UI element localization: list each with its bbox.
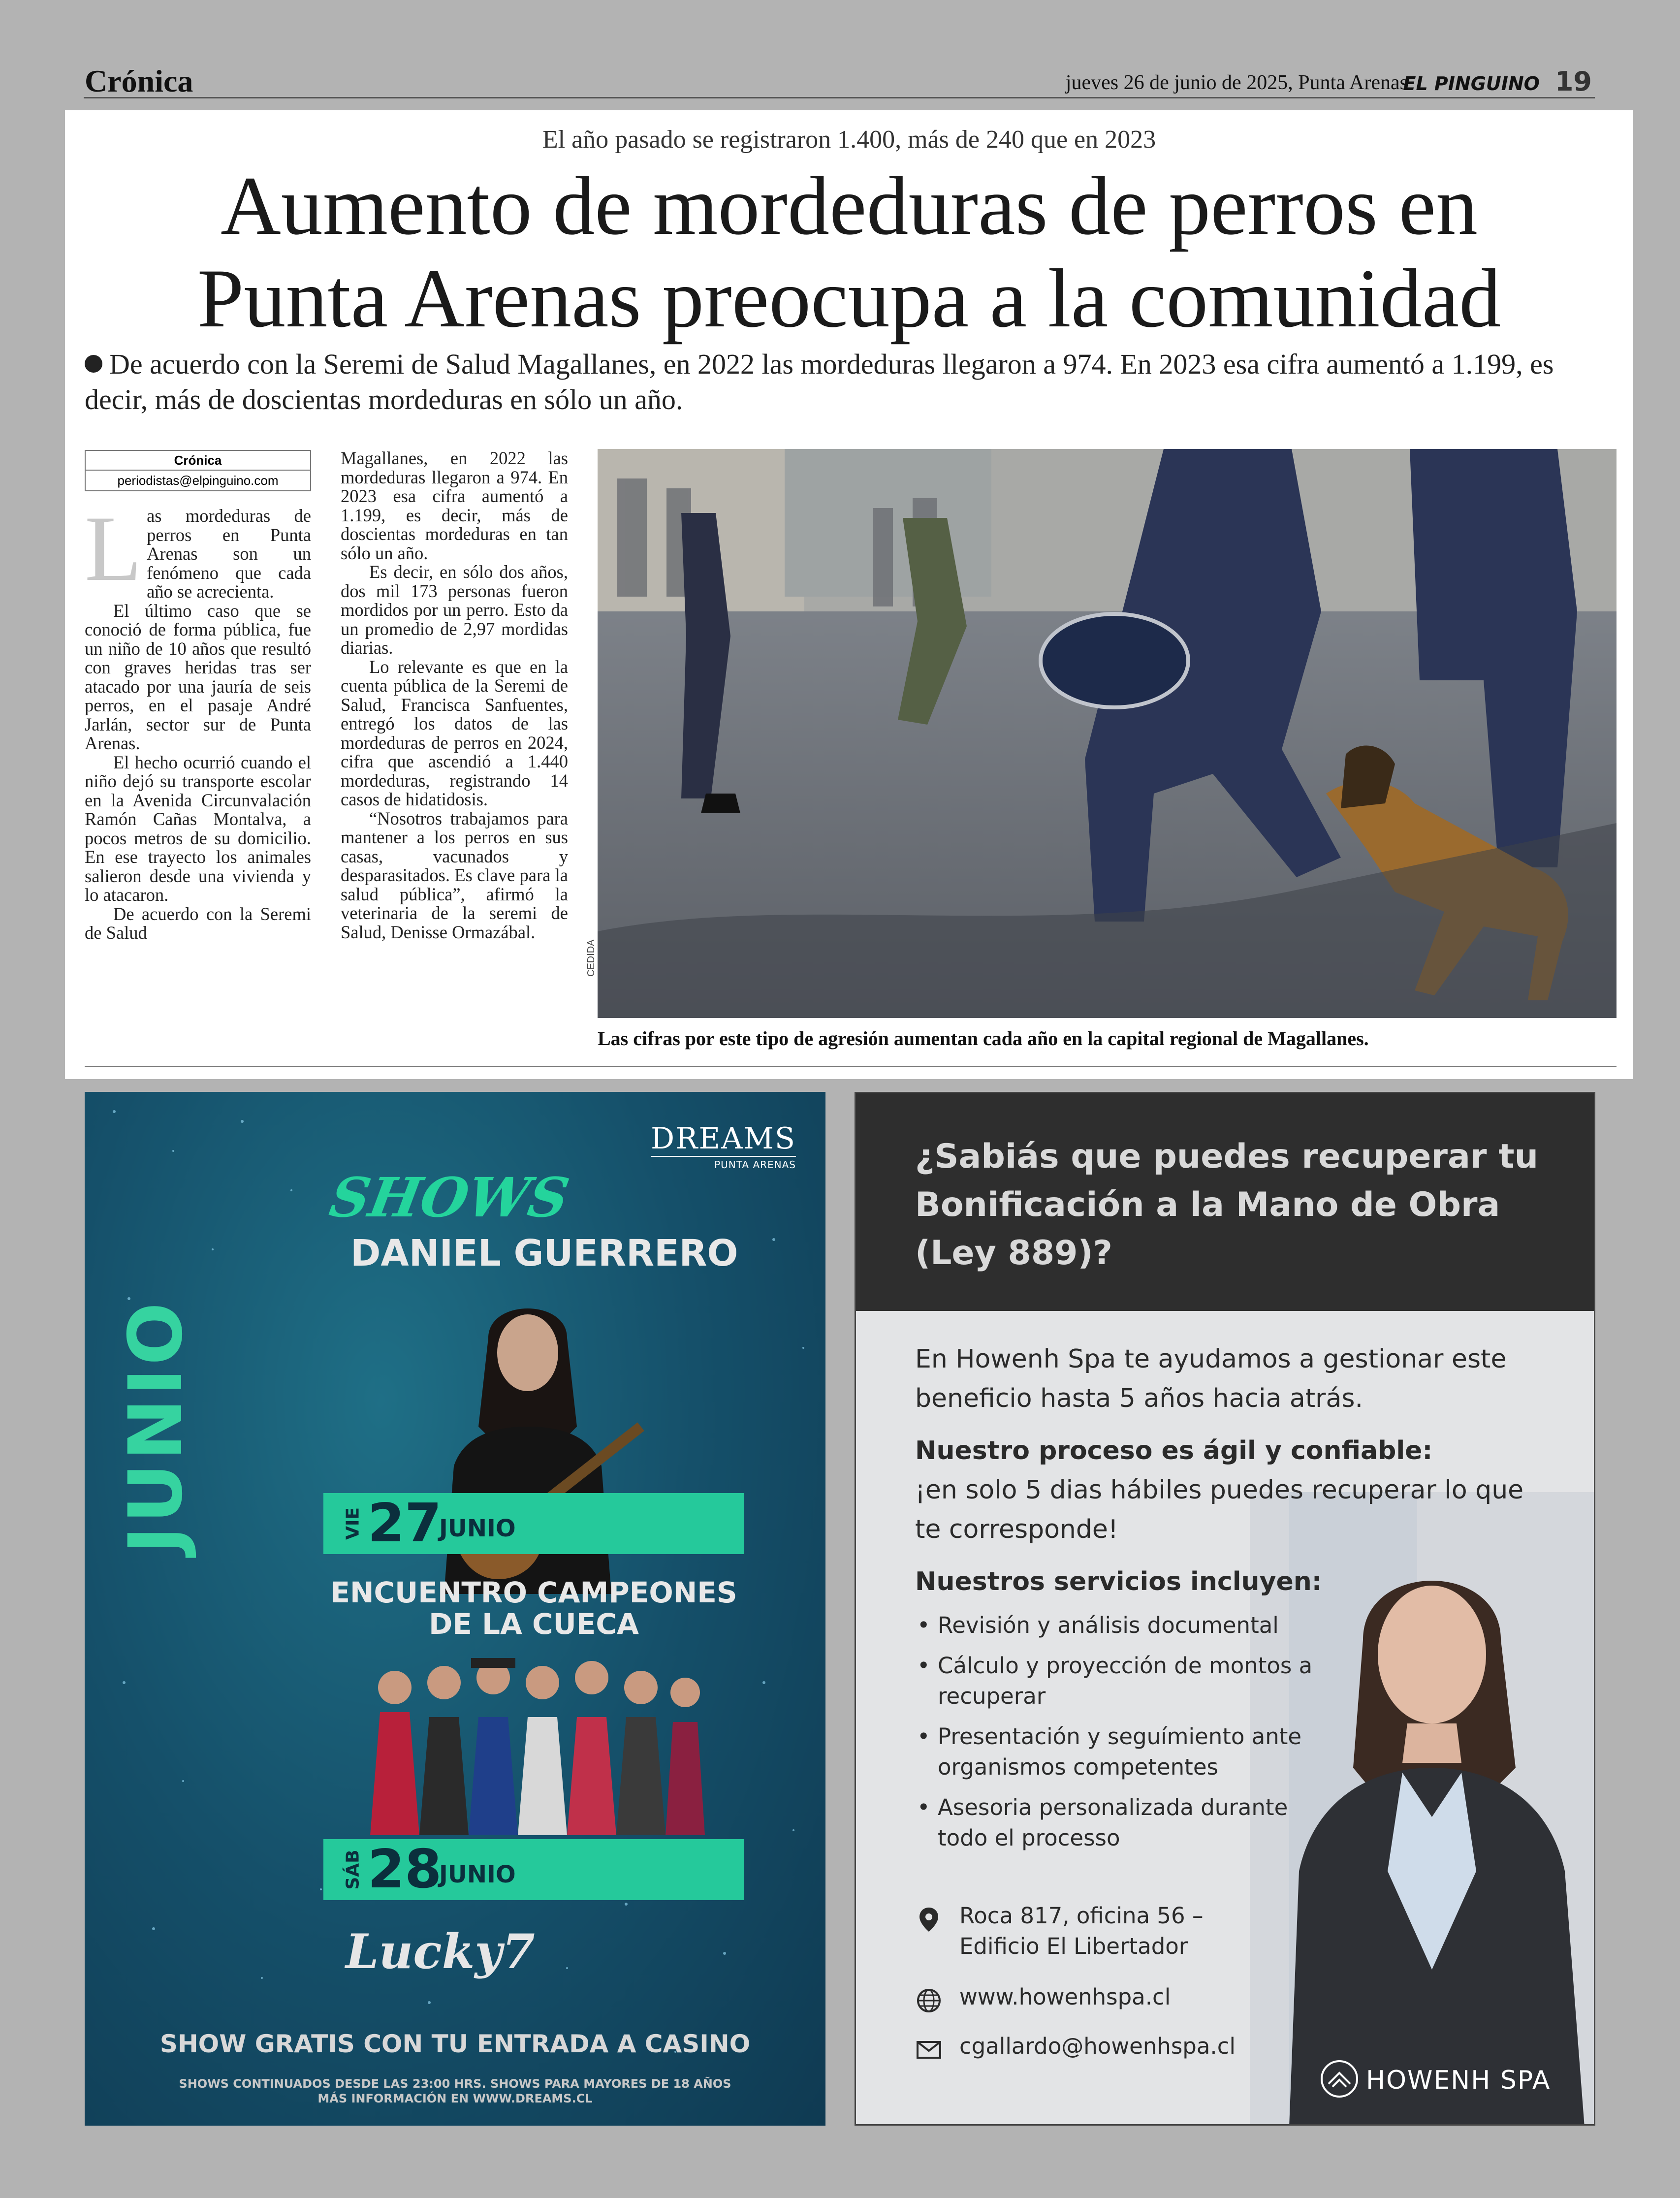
paragraph xyxy=(85,497,311,602)
article-kicker: El año pasado se registraron 1.400, más de 240 que en 2023 xyxy=(542,126,1156,154)
date-line: jueves 26 de junio de 2025, Punta Arenas xyxy=(1065,71,1408,94)
dreams-logo-sub: PUNTA ARENAS xyxy=(651,1156,796,1171)
publication-name: EL PINGUINO xyxy=(1403,73,1540,95)
drop-cap: L xyxy=(85,497,142,601)
free-show-text: SHOW GRATIS CON TU ENTRADA A CASINO xyxy=(159,2030,751,2058)
event-title-line-1: ENCUENTRO CAMPEONES xyxy=(330,1576,737,1609)
article-photo xyxy=(598,449,1617,1018)
page-number: 19 xyxy=(1554,66,1592,97)
list-item: • Cálculo y proyección de montos a recuperar xyxy=(915,1651,1324,1712)
event-title-line-2: DE LA CUECA xyxy=(429,1607,639,1641)
contact-website[interactable] xyxy=(915,1982,1260,2016)
globe-icon xyxy=(915,1987,943,2014)
paragraph: El último caso que se conoció de forma pública, fue un niño de 10 años que resultó con graves heridas tras ser atacado por una jauría de seis perros, en el pasaje André Jarlán, sector sur de Punta Arenas. xyxy=(85,600,311,753)
list-item: • Asesoria personalizada durante todo el processo xyxy=(915,1792,1324,1853)
location-pin-icon xyxy=(915,1906,943,1933)
howenh-logo xyxy=(1319,2058,1551,2100)
paragraph: De acuerdo con la Seremi de Salud xyxy=(85,903,311,943)
howenh-mark-icon xyxy=(1319,2058,1360,2100)
paragraph: Magallanes, en 2022 las mordeduras llegaron a 974. En 2023 esa cifra aumentó a 1.199, es decir, más de doscientas mordeduras en tan sólo un año. xyxy=(341,448,568,563)
paragraph: Lo relevante es que en la cuenta pública de la Seremi de Salud, Francisca Sanfuentes, entregó los datos de las mordeduras de perros en 2024, cifra que ascendió a 1.440 mordeduras, registrando 14 casos de hidatidosis. xyxy=(341,656,568,809)
services-heading: Nuestros servicios incluyen: xyxy=(915,1567,1322,1596)
paragraph: El hecho ocurrió cuando el niño dejó su transporte escolar en la Avenida Circunvalación Ramón Cañas Montalva, a pocos metros de su domicilio. En ese trayecto los animales salieron desde una vivienda y lo atacaron. xyxy=(85,752,311,905)
cueca-group-photo xyxy=(360,1648,710,1835)
date1-weekday: VIE xyxy=(343,1507,363,1540)
dreams-logo xyxy=(651,1121,796,1171)
parade-dog-photo xyxy=(598,449,1617,1018)
byline-name: Crónica xyxy=(86,451,310,471)
contact-email[interactable] xyxy=(915,2031,1260,2066)
paragraph: “Nosotros trabajamos para mantener a los perros en sus casas, vacunados y desparasitados. Es clave para la salud pública”, afirmó la veterinaria de la seremi de Salud, Denisse Ormazábal. xyxy=(341,808,568,942)
lucky7-logo: Lucky7 xyxy=(346,1924,535,1979)
page-header xyxy=(84,59,1595,98)
contact-address xyxy=(915,1901,1260,1965)
address-text xyxy=(959,1901,1203,1962)
fine-print-line-1: SHOWS CONTINUADOS DESDE LAS 23:00 HRS. SHOWS PARA MAYORES DE 18 AÑOS xyxy=(179,2077,731,2091)
performer-name: DANIEL GUERRERO xyxy=(350,1232,738,1274)
brand-name: HOWENH SPA xyxy=(1366,2066,1551,2095)
date2-weekday: SÁB xyxy=(343,1849,363,1890)
divider xyxy=(85,1066,1617,1067)
byline-box xyxy=(85,450,311,491)
list-item: • Presentación y seguímiento ante organismos competentes xyxy=(915,1721,1324,1783)
dreams-ad xyxy=(85,1092,825,2126)
process-text: ¡en solo 5 dias hábiles puedes recuperar lo que te corresponde! xyxy=(915,1475,1524,1544)
ad-intro: En Howenh Spa te ayudamos a gestionar este beneficio hasta 5 años hacia atrás. xyxy=(915,1344,1507,1413)
address-line-1: Roca 817, oficina 56 – xyxy=(959,1903,1204,1929)
headline-line-1: Aumento de mordeduras de perros en xyxy=(221,159,1478,252)
howenh-ad xyxy=(855,1092,1595,2126)
month-text: JUNIO xyxy=(113,1299,199,1554)
dreams-logo-text: DREAMS xyxy=(651,1121,796,1156)
paragraph-text: as mordeduras de perros en Punta Arenas son un fenómeno que cada año se acrecienta. xyxy=(147,506,311,602)
fine-print-line-2: MÁS INFORMACIÓN EN WWW.DREAMS.CL xyxy=(317,2092,593,2105)
photo-caption: Las cifras por este tipo de agresión aumentan cada año en la capital regional de Magallanes. xyxy=(598,1027,1369,1050)
ad-title: ¿Sabiás que puedes recuperar tu Bonificación a la Mano de Obra (Ley 889)? xyxy=(915,1137,1539,1273)
email-link[interactable]: cgallardo@howenhspa.cl xyxy=(959,2033,1236,2059)
shows-label: SHOWS xyxy=(325,1166,574,1229)
fine-print xyxy=(85,2076,825,2106)
lead-text: De acuerdo con la Seremi de Salud Magallanes, en 2022 las mordeduras llegaron a 974. En 2023 esa cifra aumentó a 1.199, es decir, más de doscientas mordeduras en sólo un año. xyxy=(85,348,1554,415)
date2-month: JUNIO xyxy=(439,1861,516,1888)
date2-day: 28 xyxy=(368,1839,442,1900)
services-list xyxy=(915,1610,1555,1853)
process-heading: Nuestro proceso es ágil y confiable: xyxy=(915,1436,1433,1465)
headline-line-2: Punta Arenas preocupa a la comunidad xyxy=(197,252,1501,345)
photo-credit: CEDIDA xyxy=(586,939,597,977)
text-column-2 xyxy=(341,449,568,942)
byline-email: periodistas@elpinguino.com xyxy=(117,473,279,488)
date-bar-1 xyxy=(323,1493,744,1554)
list-item: • Revisión y análisis documental xyxy=(915,1610,1324,1641)
mail-icon xyxy=(915,2036,943,2064)
article-lead xyxy=(85,347,1606,417)
section-name: Crónica xyxy=(85,64,193,98)
date1-month: JUNIO xyxy=(439,1515,516,1542)
website-link[interactable]: www.howenhspa.cl xyxy=(959,1984,1171,2010)
text-column-1 xyxy=(85,497,311,943)
month-label xyxy=(112,1249,200,1604)
article-headline xyxy=(65,159,1633,345)
paragraph: Es decir, en sólo dos años, dos mil 173 personas fueron mordidos por un perro. Esto da un promedio de 2,97 mordidas diarias. xyxy=(341,562,568,658)
bullet-icon xyxy=(85,355,102,373)
article xyxy=(65,110,1633,1079)
ad-body xyxy=(915,1339,1555,1863)
event-title xyxy=(323,1577,744,1640)
date1-day: 27 xyxy=(368,1493,442,1554)
address-line-2: Edificio El Libertador xyxy=(959,1933,1188,1959)
date-bar-2 xyxy=(323,1839,744,1900)
